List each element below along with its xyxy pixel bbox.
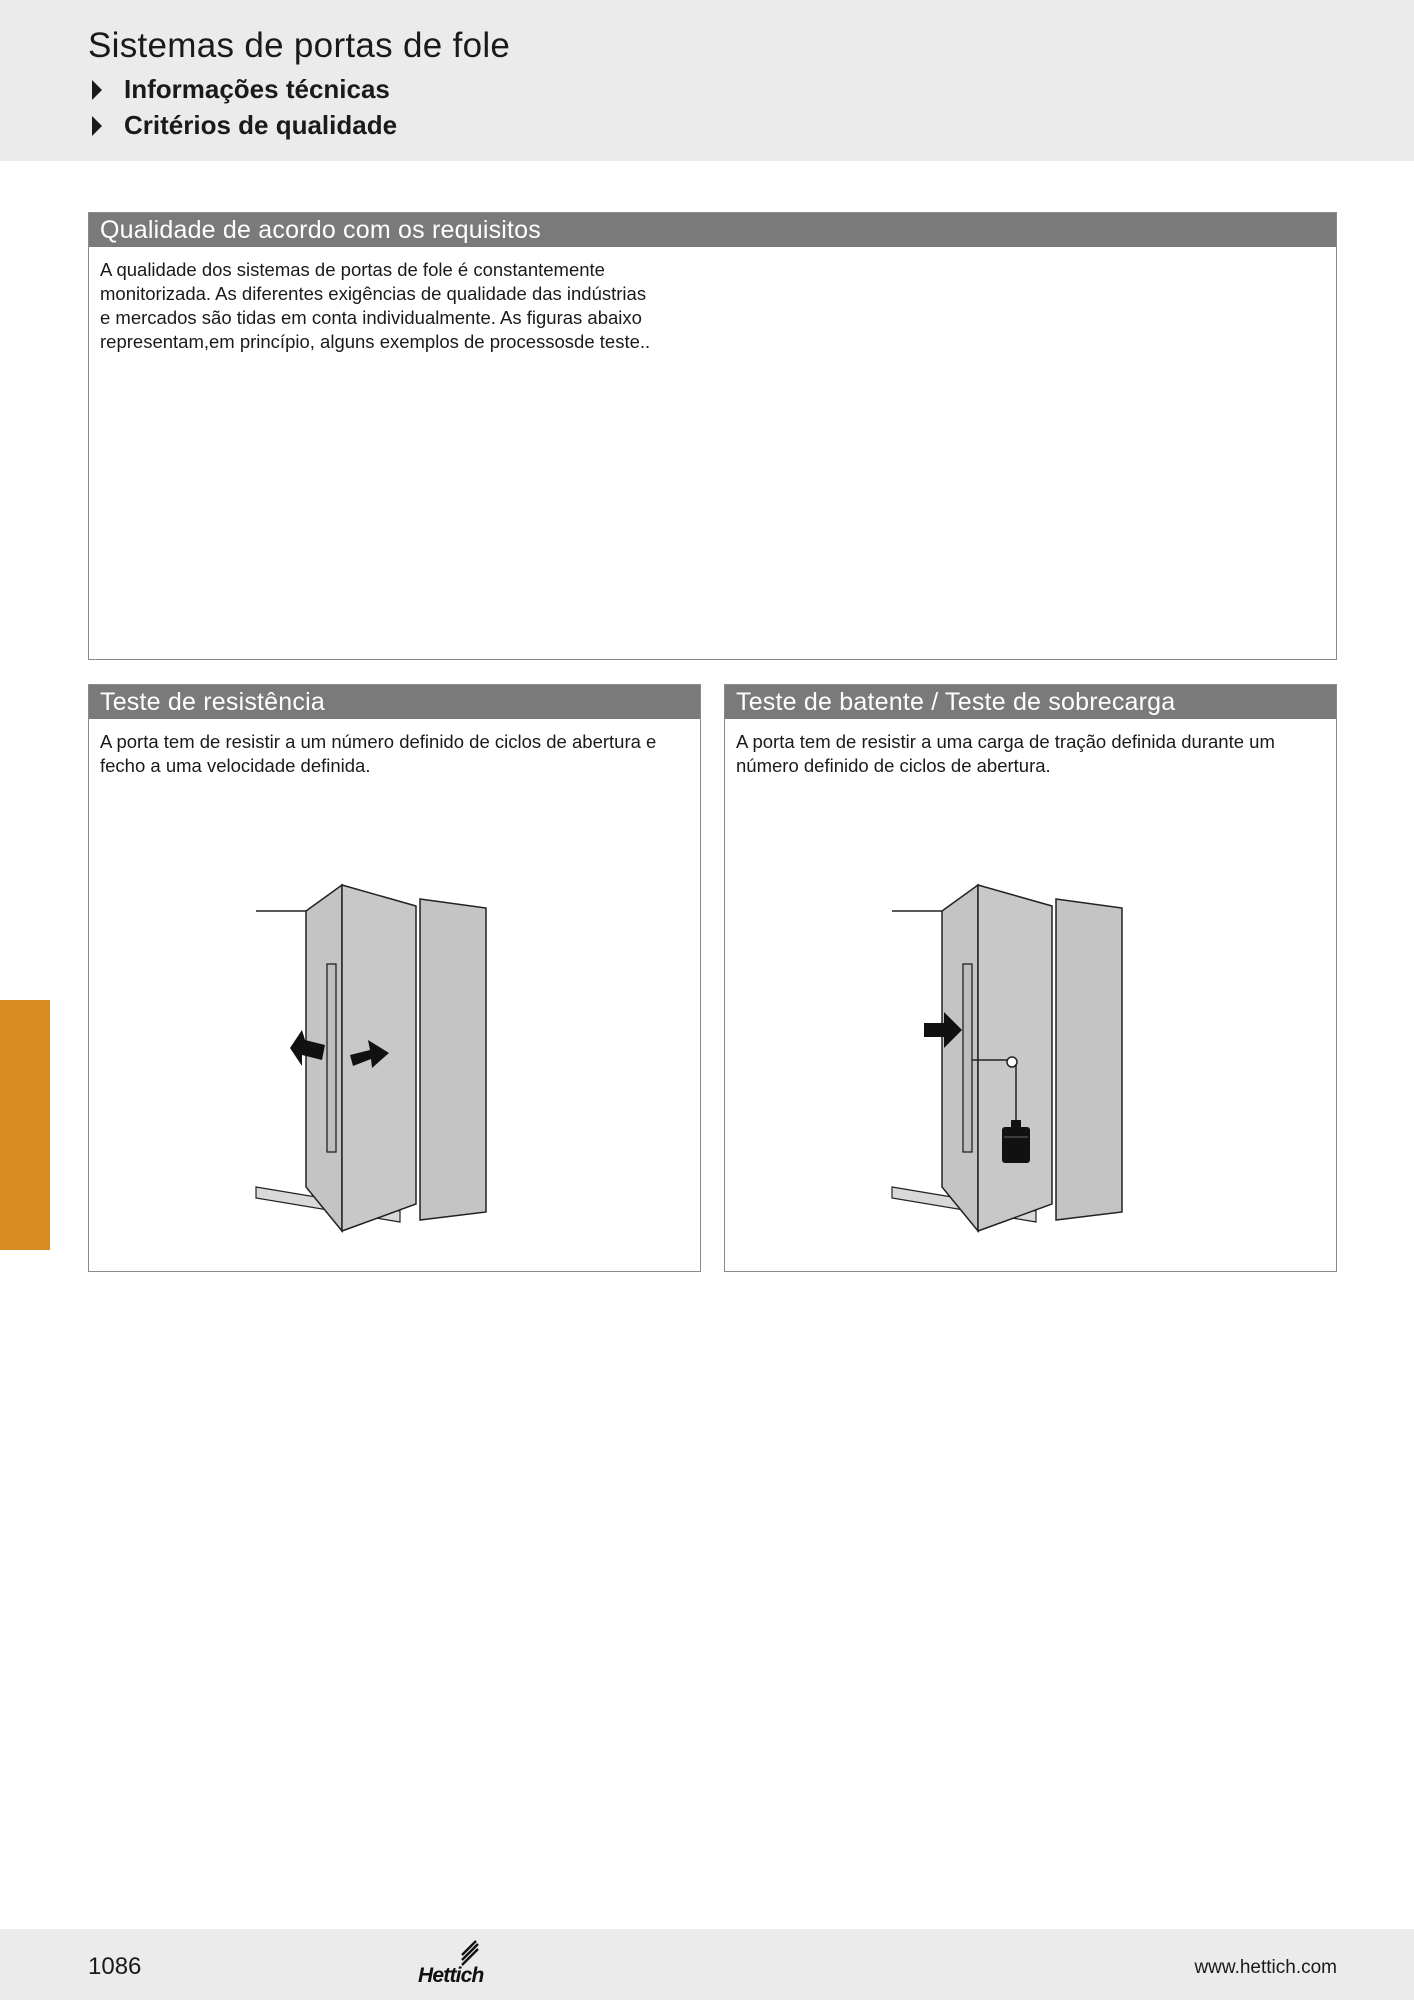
quality-panel — [88, 212, 1337, 660]
door-panel-right — [1056, 899, 1122, 1220]
page-header — [0, 0, 1414, 161]
triangle-right-icon — [92, 116, 102, 136]
door-panel-right — [420, 899, 486, 1220]
quality-panel-title: Qualidade de acordo com os requisitos — [89, 213, 1336, 247]
resistance-test-title: Teste de resistência — [89, 685, 700, 719]
page-title: Sistemas de portas de fole — [88, 26, 511, 65]
triangle-right-icon — [92, 80, 102, 100]
quality-panel-text: A qualidade dos sistemas de portas de fole é constantemente monitorizada. As diferentes exigências de qualidade das indústrias e mercados são tidas em conta individualmente. As figuras abaixo representam,em princípio, alguns exemplos de processosde teste.. — [100, 259, 651, 352]
door-handle — [963, 964, 972, 1152]
overload-test-title: Teste de batente / Teste de sobrecarga — [725, 685, 1336, 719]
hettich-logo — [418, 1939, 490, 1989]
folding-door-resistance-illustration — [250, 880, 500, 1240]
door-handle — [327, 964, 336, 1152]
website-link[interactable]: www.hettich.com — [1194, 1957, 1337, 1978]
folding-door-overload-illustration — [886, 880, 1136, 1240]
breadcrumb-label: Informações técnicas — [124, 74, 390, 104]
breadcrumb-label: Critérios de qualidade — [124, 110, 398, 140]
breadcrumb-item-technical-info[interactable] — [88, 74, 390, 105]
page-footer — [0, 1929, 1414, 2000]
page-number: 1086 — [88, 1953, 142, 1980]
weight-icon — [1002, 1127, 1030, 1163]
overload-test-text: A porta tem de resistir a uma carga de tração definida durante um número definido de ciclos de abertura. — [736, 731, 1275, 776]
chapter-tab — [0, 1000, 50, 1250]
weight-knob — [1011, 1120, 1021, 1128]
logo-text: Hettich — [418, 1964, 484, 1987]
breadcrumb-item-quality-criteria[interactable] — [88, 110, 397, 141]
resistance-test-text: A porta tem de resistir a um número definido de ciclos de abertura e fecho a uma velocidade definida. — [100, 731, 657, 776]
